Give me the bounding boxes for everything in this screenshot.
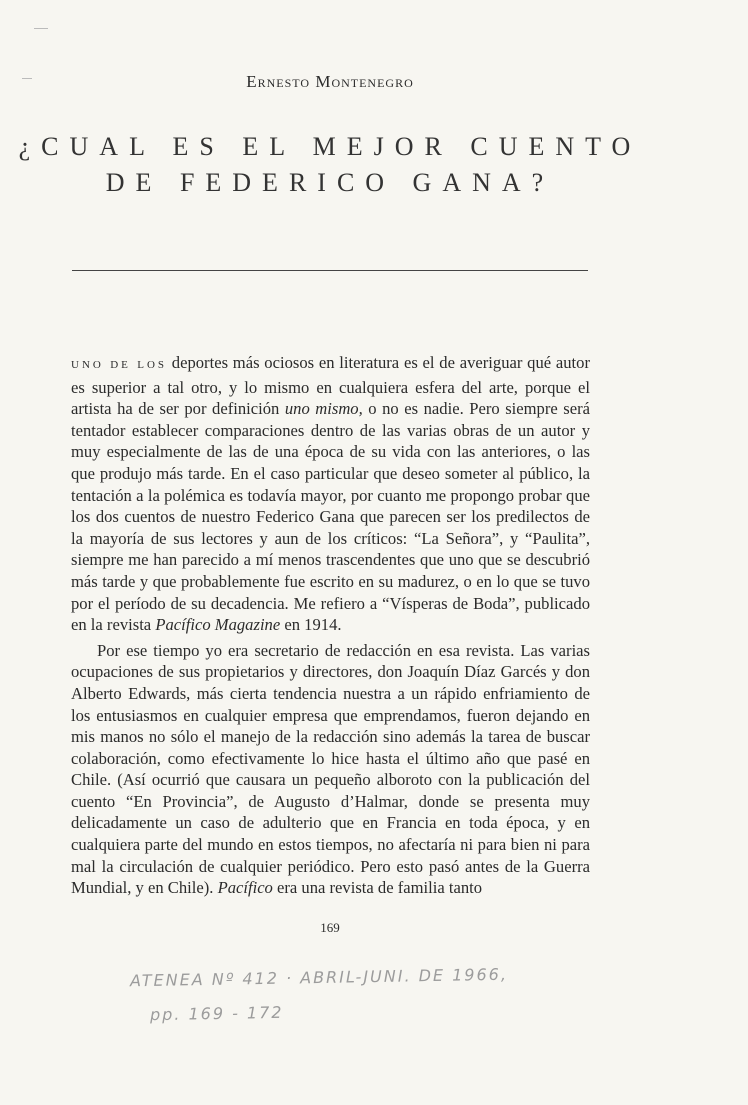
article-title-line-2: DE FEDERICO GANA? xyxy=(105,168,555,197)
paragraph-2-text-b: era una revista de familia tanto xyxy=(272,878,483,898)
article-title-line-1: ¿CUAL ES EL MEJOR CUENTO xyxy=(18,132,642,161)
title-divider xyxy=(72,270,588,271)
article-body xyxy=(71,352,590,899)
handwritten-page-range: pp. 169 - 172 xyxy=(149,1002,284,1025)
paragraph-2 xyxy=(71,640,590,899)
handwritten-citation: ATENEA Nº 412 · ABRIL-JUNI. DE 1966, xyxy=(129,964,509,991)
author-name: Ernesto Montenegro xyxy=(246,72,414,91)
page-number: 169 xyxy=(320,920,340,935)
margin-mark xyxy=(34,28,48,29)
paragraph-1-text-b: o no es nadie. Pero siempre será tentador establecer comparaciones dentro de las varias obras de un autor y muy especialmente de las de una época de su vida con las anteriores, o las que produjo más tarde. En el caso particular que deseo someter al público, la tentación a la polémica es todavía mayor, por cuanto me propongo probar que los dos cuentos de nuestro Federico Gana que parecen ser los predilectos de la mayoría de sus lectores y aun de los críticos: “La Señora”, y “Paulita”, siempre me han parecido a mí menos trascendentes que uno que se descubrió más tarde y que probablemente fue escrito en su madurez, o en lo que se tuvo por el período de su decadencia. Me refiero a “Vísperas de Boda”, publicado en la revista xyxy=(71,399,590,635)
paragraph-2-text-a: Por ese tiempo yo era secretario de redacción en esa revista. Las varias ocupaciones de sus propietarios y directores, don Joaquín Díaz Garcés y don Alberto Edwards, más cierta tendencia nuestra a un rápido enfriamiento de los entusiasmos en cualquier empresa que emprendamos, fueron dejando en mis manos no sólo el manejo de la redacción sino además la tarea de buscar colaboración, como efectivamente lo hice hasta el último año que pasé en Chile. (Así ocurrió que causara un pequeño alboroto con la publicación del cuento “En Provincia”, de Augusto d’Halmar, donde se presenta muy delicadamente un caso de adulterio que en Francia en toda época, y en cualquiera parte del mundo en estos tiempos, no afectaría ni para bien ni para mal la circulación de cualquier periódico. Pero esto pasó antes de la Guerra Mundial, y en Chile). xyxy=(71,640,590,898)
paragraph-1 xyxy=(71,352,590,636)
lead-in: UNO DE LOS xyxy=(71,359,168,371)
paragraph-1-emphasis: uno mismo, xyxy=(284,399,363,419)
magazine-title: Pacífico Magazine xyxy=(155,615,281,635)
paragraph-1-text-c: en 1914. xyxy=(280,615,342,635)
paragraph-1-text-a: deportes más ociosos en literatura es el de averiguar qué autor es superior a tal otro, y lo mismo en cualquiera esfera del arte, porque el artista ha de ser por definición xyxy=(71,353,590,419)
magazine-title-short: Pacífico xyxy=(217,878,273,898)
